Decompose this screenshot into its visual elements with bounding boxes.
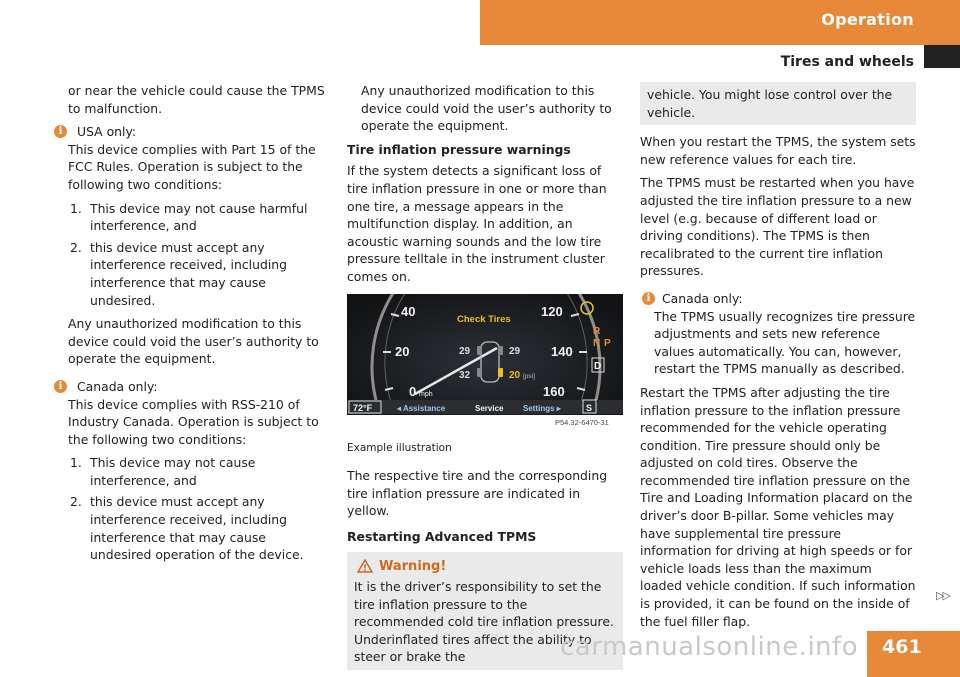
warning-title: Warning! [379,558,447,574]
gear-r: R [593,325,601,337]
watermark: carmanualsonline.info [560,632,859,662]
info-icon: i [642,292,655,305]
tire-highlight [498,368,503,377]
heading-restart: Restarting Advanced TPMS [347,528,537,544]
list-number: 1. [70,200,82,216]
list-item [68,200,330,235]
figure-code: P54.32-6470-31 [555,417,609,427]
info-title: Canada only: [662,290,743,306]
list-number: 2. [70,494,82,510]
cluster-graphic [347,294,623,428]
list-item [68,239,330,309]
info-body: This device complies with Part 15 of the FCC Rules. Operation is subject to the following two conditions: [68,141,316,192]
continue-arrows-icon: ▷▷ [936,589,949,602]
gear-p: P [604,337,611,349]
pressure-rr: 20 [509,369,521,381]
figure-caption: Example illustration [347,441,452,454]
info-canada [640,290,916,378]
gear-n: N [593,337,601,349]
column-2 [347,82,623,670]
info-usa [58,123,330,193]
header-marker [924,45,960,68]
warning-header [354,558,617,576]
info-body: This device complies with RSS-210 of Industry Canada. Operation is subject to the following two conditions: [68,396,319,447]
section-title: Operation [821,10,914,29]
list-item [68,493,330,563]
paragraph: Any unauthorized modification to this device could void the user’s authority to operate the equipment. [361,83,612,134]
pressure-rl: 32 [459,369,471,381]
list-number: 1. [70,455,82,471]
unit-label: mph [419,390,433,398]
warning-continued: vehicle. You might lose control over the vehicle. [640,82,916,125]
heading-warnings: Tire inflation pressure warnings [347,141,571,157]
pressure-fr: 29 [509,345,521,357]
paragraph: If the system detects a significant loss of tire inflation pressure in one or more than one tire, a message appears in the multifunction display. In addition, an acoustic warning sounds and the low tire pressure telltale in the instrument cluster comes on. [347,163,607,284]
list-number: 2. [70,239,82,255]
paragraph: The TPMS must be restarted when you have adjusted the tire inflation pressure to a new level (e.g. because of different load or driving conditions). The TPMS is then recalibrated to the current tire inflation pressures. [640,175,915,279]
paragraph: Any unauthorized modification to this device could void the user’s authority to operate the equipment. [68,316,319,367]
list-text: this device must accept any interference received, including interference that may cause undesired operation of the device. [90,494,304,563]
pressure-fl: 29 [459,345,471,357]
canada-list [68,454,330,564]
speed-label: 160 [543,383,565,399]
speed-label: 140 [551,343,573,359]
temp-label: 72°F [353,402,373,413]
list-item [68,454,330,489]
paragraph: Restart the TPMS after adjusting the tire inflation pressure to the inflation pressure recommended for the vehicle operating condition. Tire pressure should only be adjusted on cold tires. Observe the recommended tire inflation pressure on the Tire and Loading Information placard on the driver’s door B-pillar. Some vehicles may have supplemental tire pressure information for driving at high speeds or for vehicle loads less than the maximum loaded vehicle condition. If such information is provided, it can be found on the inside of the fuel filler flap. [640,384,916,629]
menu-service: Service [475,403,504,413]
check-tires-text: Check Tires [457,313,511,325]
info-title: Canada only: [77,378,158,394]
paragraph: or near the vehicle could cause the TPMS to malfunction. [68,83,325,116]
speed-label: 0 [409,383,417,399]
speed-label: 40 [401,303,416,319]
psi-label: [psi] [523,372,535,380]
usa-list [68,200,330,310]
menu-settings: Settings ▸ [523,403,561,413]
info-icon: i [54,380,67,393]
speed-label: 120 [541,303,563,319]
list-text: this device must accept any interference received, including interference that may cause undesired. [90,239,287,308]
info-canada [58,378,330,448]
info-title: USA only: [77,124,137,140]
column-1 [58,82,330,570]
info-body: The TPMS usually recognizes tire pressure adjustments and sets new reference values automatically. You can, however, restart the TPMS manually as described. [654,308,916,377]
column-3 [640,82,916,636]
list-text: This device may not cause interference, and [90,455,256,488]
menu-assistance: ◂ Assistance [397,403,446,413]
speed-label: 20 [395,343,410,359]
warning-triangle-icon [357,559,373,573]
paragraph: The respective tire and the corresponding tire inflation pressure are indicated in yellow. [347,468,608,519]
instrument-cluster-image [347,294,623,428]
page-number: 461 [867,631,960,677]
list-text: This device may not cause harmful interference, and [90,200,308,234]
gear-s: S [586,402,593,413]
info-icon: i [54,125,67,138]
gear-d: D [594,360,602,372]
paragraph: When you restart the TPMS, the system sets new reference values for each tire. [640,134,916,167]
subsection-title: Tires and wheels [780,54,914,70]
warning-body: It is the driver’s responsibility to set the tire inflation pressure to the recommended cold tire inflation pressure. Underinflated tires affect the ability to steer or brake the [354,579,614,665]
